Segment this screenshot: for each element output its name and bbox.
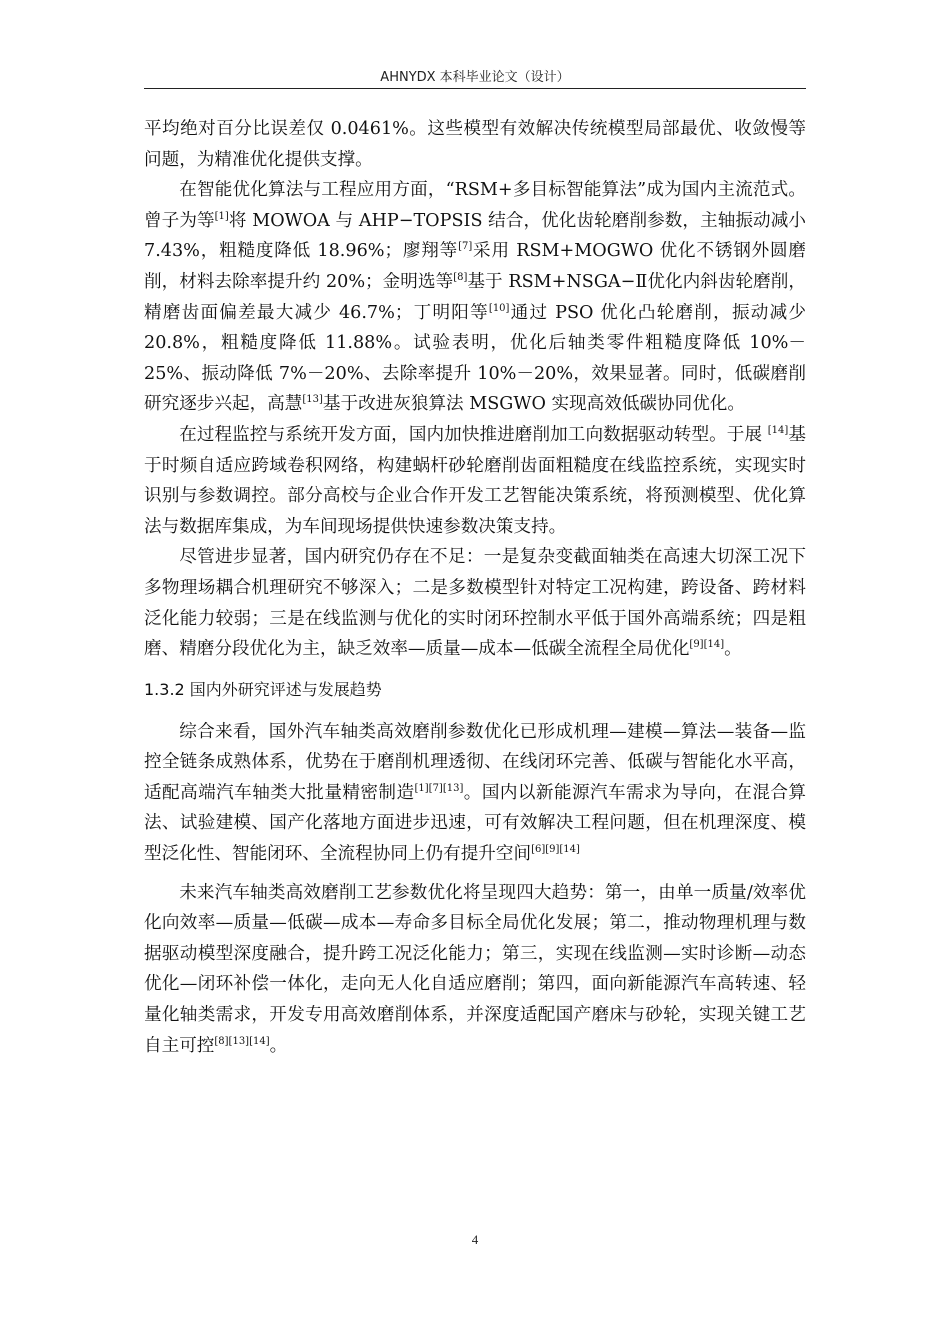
- paragraph-2: [144, 175, 806, 420]
- text-run: 。国内以新能源汽车需求为导向，在混合算法、试验建模、国产化落地方面进步迅速，可有效解决工程问题，但在机理深度、模型泛化性、智能闭环、全流程协同上仍有提升空间: [144, 782, 806, 865]
- text-run: 。: [269, 1035, 288, 1056]
- paragraph-5: [144, 717, 806, 870]
- text-run: 通过 PSO 优化凸轮磨削，振动减少 20.8%，粗糙度降低 11.88%。试验表明，优化后轴类零件粗糙度降低 10%－25%、振动降低 7%－20%、去除率提升 10%－20%，效果显著。同时，低碳磨削研究逐步兴起，高慧: [144, 302, 806, 415]
- text-run: 基于改进灰狼算法 MSGWO 实现高效低碳协同优化。: [322, 394, 745, 415]
- citation: [1]: [214, 210, 229, 222]
- text-run: 在智能优化算法与工程应用方面，“RSM+多目标智能算法”成为国内主流范式。曾子为等: [144, 180, 806, 231]
- text-run: 采用 RSM+MOGWO 优化不锈钢外圆磨削，材料去除率提升约 20%；金明选等: [144, 241, 806, 292]
- citation: [8][13][14]: [214, 1035, 270, 1047]
- citation: [14]: [767, 425, 789, 437]
- body-text: [144, 114, 806, 1061]
- paragraph-4: [144, 542, 806, 664]
- citation: [10]: [488, 302, 510, 314]
- paragraph-1: 平均绝对百分比误差仅 0.0461%。这些模型有效解决传统模型局部最优、收敛慢等问题，为精准优化提供支撑。: [144, 119, 806, 170]
- citation: [6][9][14]: [531, 844, 580, 856]
- citation: [7]: [458, 241, 473, 253]
- text-run: 尽管进步显著，国内研究仍存在不足：一是复杂变截面轴类在高速大切深工况下多物理场耦合机理研究不够深入；二是多数模型针对特定工况构建，跨设备、跨材料泛化能力较弱；三是在线监测与优化的实时闭环控制水平低于国外高端系统；四是粗磨、精磨分段优化为主，缺乏效率—质量—成本—低碳全流程全局优化: [144, 547, 806, 660]
- text-run: 在过程监控与系统开发方面，国内加快推进磨削加工向数据驱动转型。于展: [179, 424, 768, 445]
- text-run: 将 MOWOA 与 AHP−TOPSIS 结合，优化齿轮磨削参数，主轴振动减小 7.43%，粗糙度降低 18.96%；廖翔等: [144, 210, 806, 262]
- text-run: 未来汽车轴类高效磨削工艺参数优化将呈现四大趋势：第一，由单一质量/效率优化向效率—质量—低碳—成本—寿命多目标全局优化发展；第二，推动物理机理与数据驱动模型深度融合，提升跨工况泛化能力；第三，实现在线监测—实时诊断—动态优化—闭环补偿一体化，走向无人化自适应磨削；第四，面向新能源汽车高转速、轻量化轴类需求，开发专用高效磨削体系，并深度适配国产磨床与砂轮，实现关键工艺自主可控: [144, 882, 806, 1056]
- header-rule: [144, 88, 806, 89]
- page-number: 4: [471, 1232, 479, 1247]
- text-run: 综合来看，国外汽车轴类高效磨削参数优化已形成机理—建模—算法—装备—监控全链条成熟体系，优势在于磨削机理透彻、在线闭环完善、低碳与智能化水平高，适配高端汽车轴类大批量精密制造: [144, 721, 806, 803]
- citation: [9][14]: [689, 639, 725, 651]
- paragraph-3: [144, 420, 806, 542]
- text-run: 基于时频自适应跨域卷积网络，构建蜗杆砂轮磨削齿面粗糙度在线监控系统，实现实时识别与参数调控。部分高校与企业合作开发工艺智能决策系统，将预测模型、优化算法与数据库集成，为车间现场提供快速参数决策支持。: [144, 424, 806, 537]
- paragraph-6: [144, 878, 806, 1062]
- text-run: 基于 RSM+NSGA−Ⅱ优化内斜齿轮磨削，精磨齿面偏差最大减少 46.7%；丁明阳等: [144, 271, 807, 323]
- section-heading: 1.3.2 国内外研究评述与发展趋势: [144, 679, 382, 699]
- citation: [13]: [302, 394, 323, 406]
- citation: [1][7][13]: [414, 783, 464, 795]
- page-header: AHNYDX 本科毕业论文（设计）: [380, 70, 570, 85]
- text-run: 。: [724, 639, 742, 660]
- citation: [8]: [453, 272, 468, 284]
